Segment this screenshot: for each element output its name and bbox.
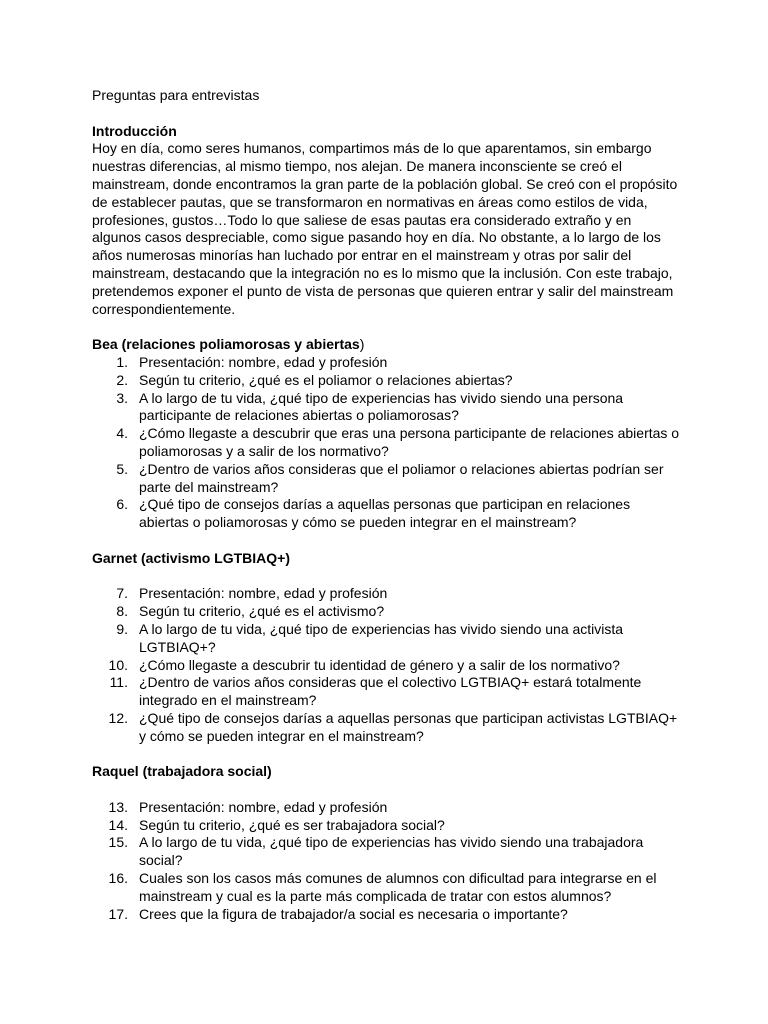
question-number: 14. — [108, 816, 128, 833]
question-text: ¿Qué tipo de consejos darías a aquellas personas que participan activistas LGTBIAQ+ y cómo se pueden integrar en el mainstream? — [139, 709, 678, 744]
section-heading-suffix: ) — [359, 336, 365, 353]
intro-paragraph: Hoy en día, como seres humanos, compartimos más de lo que aparentamos, sin embargo nuestras diferencias, al mismo tiempo, nos alejan. De manera inconsciente se creó el mainstream, donde encontramos la gran parte de la población global. Se creó con el propósito de establecer pautas, que se transformaron en normativas en áreas como estilos de vida, profesiones, gustos…Todo lo que saliese de esas pautas era considerado extraño y en algunos casos despreciable, como sigue pasando hoy en día. No obstante, a lo largo de los años numerosas minorías han luchado por entrar en el mainstream y otras por salir del mainstream, destacando que la integración no es lo mismo que la inclusión. Con este trabajo, pretendemos exponer el punto de vista de personas que quieren entrar y salir del mainstream correspondientemente. — [92, 140, 678, 317]
list-item — [92, 621, 682, 657]
question-number: 16. — [108, 870, 128, 887]
question-number: 13. — [108, 798, 128, 815]
question-text: Cuales son los casos más comunes de alumnos con dificultad para integrarse en el mainstream y cual es la parte más complicada de tratar con estos alumnos? — [139, 870, 657, 904]
list-item — [92, 496, 682, 532]
question-number: 15. — [108, 834, 128, 851]
question-number: 17. — [108, 905, 128, 922]
list-item — [92, 603, 682, 621]
question-text: Presentación: nombre, edad y profesión — [139, 798, 388, 815]
question-text: Crees que la figura de trabajador/a social es necesaria o importante? — [139, 905, 568, 922]
list-item — [92, 799, 682, 817]
section-heading-raquel: Raquel (trabajadora social) — [92, 763, 272, 780]
list-item — [92, 710, 682, 746]
question-number: 2. — [116, 371, 128, 388]
list-item — [92, 870, 682, 906]
question-number: 6. — [116, 496, 128, 513]
section-heading-text: Bea (relaciones poliamorosas y abiertas — [92, 336, 360, 353]
question-number: 12. — [108, 709, 128, 726]
question-text: A lo largo de tu vida, ¿qué tipo de experiencias has vivido siendo una activista LGTBIAQ+? — [139, 620, 624, 655]
list-item — [92, 674, 682, 710]
list-item — [92, 390, 682, 426]
document-page — [92, 87, 682, 923]
spacer — [92, 745, 682, 763]
list-item — [92, 425, 682, 461]
question-text: Presentación: nombre, edad y profesión — [139, 353, 388, 370]
question-list-garnet — [92, 585, 682, 745]
question-text: Presentación: nombre, edad y profesión — [139, 585, 388, 602]
question-text: ¿Dentro de varios años consideras que el poliamor o relaciones abiertas podrían ser parte del mainstream? — [139, 460, 664, 495]
list-item — [92, 906, 682, 924]
list-item — [92, 461, 682, 497]
question-text: ¿Cómo llegaste a descubrir tu identidad de género y a salir de los normativo? — [139, 656, 620, 673]
question-text: A lo largo de tu vida, ¿qué tipo de experiencias has vivido siendo una trabajadora social? — [139, 834, 644, 869]
question-number: 11. — [109, 674, 128, 691]
list-item — [92, 657, 682, 675]
list-item — [92, 585, 682, 603]
list-item — [92, 354, 682, 372]
question-number: 1. — [116, 353, 128, 370]
list-item — [92, 834, 682, 870]
document-title: Preguntas para entrevistas — [92, 87, 260, 103]
question-number: 4. — [116, 425, 128, 442]
question-number: 5. — [116, 460, 128, 477]
question-list-bea — [92, 354, 682, 532]
section-heading-garnet: Garnet (activismo LGTBIAQ+) — [92, 549, 290, 566]
question-number: 9. — [116, 620, 128, 637]
question-text: Según tu criterio, ¿qué es el poliamor o relaciones abiertas? — [139, 371, 513, 388]
section-heading-bea — [92, 336, 682, 354]
question-text: ¿Dentro de varios años consideras que el colectivo LGTBIAQ+ estará totalmente integrado en el mainstream? — [139, 674, 642, 709]
question-number: 3. — [116, 389, 128, 406]
question-text: Según tu criterio, ¿qué es el activismo? — [139, 603, 385, 620]
question-text: Según tu criterio, ¿qué es ser trabajadora social? — [139, 816, 445, 833]
question-text: ¿Cómo llegaste a descubrir que eras una persona participante de relaciones abiertas o poliamorosas y a salir de los normativo? — [139, 425, 680, 459]
question-number: 10. — [108, 656, 128, 673]
question-number: 8. — [116, 603, 128, 620]
list-item — [92, 817, 682, 835]
question-number: 7. — [116, 585, 128, 602]
question-text: ¿Qué tipo de consejos darías a aquellas personas que participan en relaciones abiertas o poliamorosas y cómo se pueden integrar en el mainstream? — [139, 496, 631, 531]
question-text: A lo largo de tu vida, ¿qué tipo de experiencias has vivido siendo una persona participante de relaciones abiertas o poliamorosas? — [139, 389, 624, 424]
question-list-raquel — [92, 799, 682, 924]
list-item — [92, 372, 682, 390]
spacer — [92, 532, 682, 550]
intro-heading: Introducción — [92, 122, 177, 139]
